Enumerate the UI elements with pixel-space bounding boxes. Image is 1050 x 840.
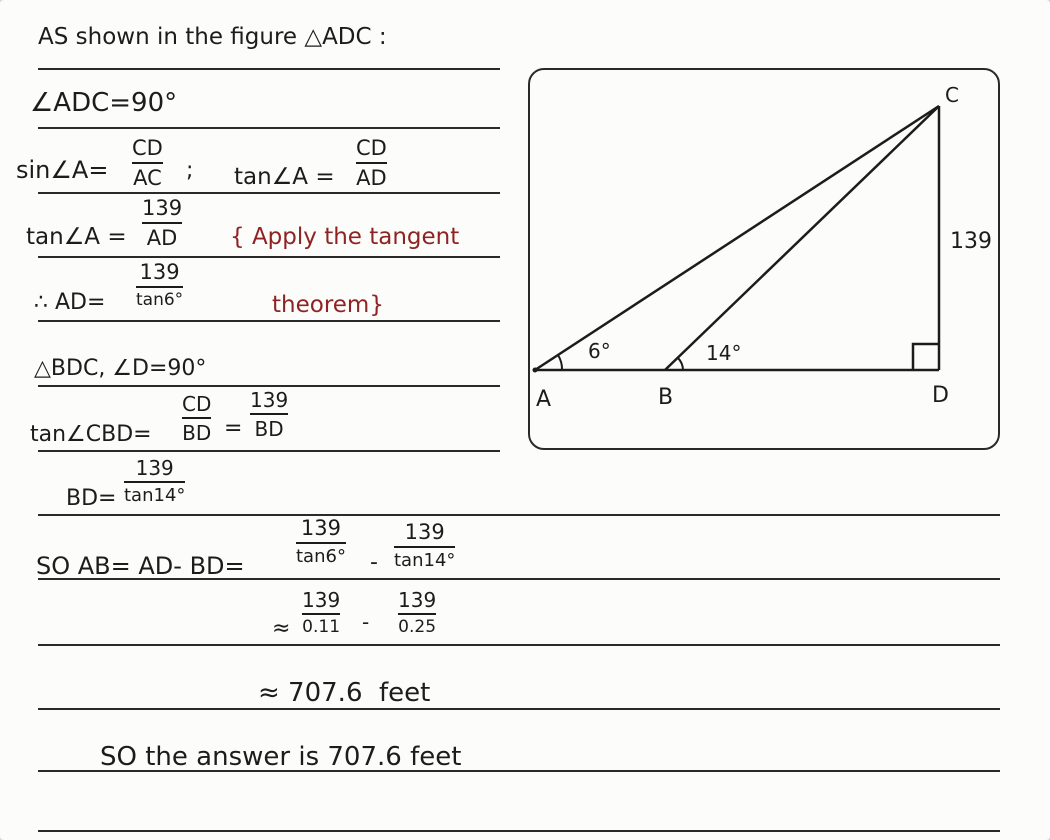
theorem-note-end: theorem}: [272, 292, 384, 318]
fraction-denominator: tan6°: [296, 546, 346, 567]
tan-cbd-fraction-2: [250, 390, 288, 439]
fraction-numerator: 139: [250, 388, 289, 412]
label-c: C: [945, 83, 959, 107]
fraction-numerator: CD: [182, 392, 212, 416]
sin-fraction: [132, 138, 163, 189]
ruled-line: [38, 385, 500, 387]
side-ac: [535, 106, 939, 370]
ruled-line: [38, 68, 500, 70]
fraction-denominator: BD: [254, 417, 284, 441]
fraction-numerator: CD: [132, 136, 163, 160]
label-d: D: [932, 383, 949, 408]
fraction-numerator: 139: [300, 516, 342, 540]
sin-definition-prefix: sin∠A=: [16, 156, 109, 184]
side-bc: [665, 106, 939, 370]
final-answer: SO the answer is 707.6 feet: [100, 742, 462, 772]
tan-a-fraction: [142, 198, 182, 249]
tan-fraction: [356, 138, 387, 189]
ruled-line: [38, 644, 1000, 646]
fraction-bar: [296, 542, 346, 544]
triangle-bdc-statement: △BDC, ∠D=90°: [34, 356, 207, 381]
fraction-denominator: 0.11: [302, 617, 341, 637]
fraction-denominator: BD: [182, 421, 212, 445]
fraction-numerator: 139: [135, 456, 174, 480]
minus-sign: -: [370, 550, 378, 575]
fraction-bar: [250, 413, 288, 415]
ab-expression-prefix: SO AB= AD- BD=: [36, 552, 245, 580]
theorem-note: { Apply the tangent: [230, 224, 460, 250]
fraction-bar: [356, 162, 387, 164]
right-angle-statement: ∠ADC=90°: [30, 88, 178, 118]
bd-prefix: BD=: [66, 486, 117, 511]
approx-sign: ≈: [272, 616, 291, 641]
label-angle-a: 6°: [588, 339, 611, 363]
ab-fraction-2: [394, 522, 455, 570]
tan-definition-prefix: tan∠A =: [234, 164, 335, 190]
fraction-bar: [302, 613, 340, 615]
right-angle-marker: [913, 344, 939, 370]
fraction-denominator: AD: [146, 226, 178, 250]
fraction-numerator: 139: [302, 588, 341, 612]
ad-prefix: ∴ AD=: [34, 290, 106, 315]
ruled-line: [38, 320, 500, 322]
ad-fraction: [136, 262, 183, 309]
numeric-fraction-1: [302, 590, 340, 636]
equals-sign: =: [224, 416, 243, 441]
tan-a-prefix: tan∠A =: [26, 224, 127, 250]
ruled-line: [38, 514, 1000, 516]
result-line: ≈ 707.6 feet: [258, 678, 431, 708]
fraction-denominator: 0.25: [398, 617, 437, 637]
fraction-denominator: AD: [356, 166, 387, 190]
fraction-bar: [132, 162, 163, 164]
point-a: [533, 368, 538, 373]
angle-a-arc: [558, 355, 562, 370]
bd-fraction: [124, 458, 185, 505]
fraction-numerator: 139: [142, 196, 183, 220]
separator: ;: [186, 158, 194, 183]
ab-fraction-1: [296, 518, 346, 566]
fraction-bar: [124, 481, 185, 483]
fraction-denominator: AC: [133, 166, 162, 190]
ruled-line: [38, 127, 500, 129]
angle-b-arc: [678, 358, 683, 370]
label-angle-b: 14°: [706, 341, 742, 365]
label-b: B: [658, 385, 674, 410]
numeric-fraction-2: [398, 590, 436, 636]
minus-sign: -: [362, 610, 370, 634]
fraction-denominator: tan14°: [394, 550, 456, 571]
tan-cbd-fraction-1: [182, 394, 211, 443]
fraction-bar: [142, 222, 182, 224]
fraction-numerator: CD: [356, 136, 387, 160]
ruled-line: [38, 450, 500, 452]
label-side-cd: 139: [950, 229, 992, 254]
ruled-line: [38, 192, 500, 194]
label-a: A: [536, 387, 552, 412]
fraction-bar: [394, 546, 455, 548]
fraction-bar: [182, 417, 211, 419]
ruled-line: [38, 256, 500, 258]
fraction-bar: [398, 613, 436, 615]
tan-cbd-prefix: tan∠CBD=: [30, 422, 152, 447]
fraction-numerator: 139: [404, 520, 445, 544]
fraction-denominator: tan6°: [136, 290, 184, 310]
triangle-figure: [528, 68, 1000, 450]
fraction-numerator: 139: [398, 588, 437, 612]
fraction-denominator: tan14°: [124, 485, 186, 506]
intro-line: AS shown in the figure △ADC :: [38, 24, 387, 50]
ruled-line: [38, 830, 1000, 832]
fraction-bar: [136, 286, 183, 288]
fraction-numerator: 139: [139, 260, 180, 284]
ruled-line: [38, 708, 1000, 710]
